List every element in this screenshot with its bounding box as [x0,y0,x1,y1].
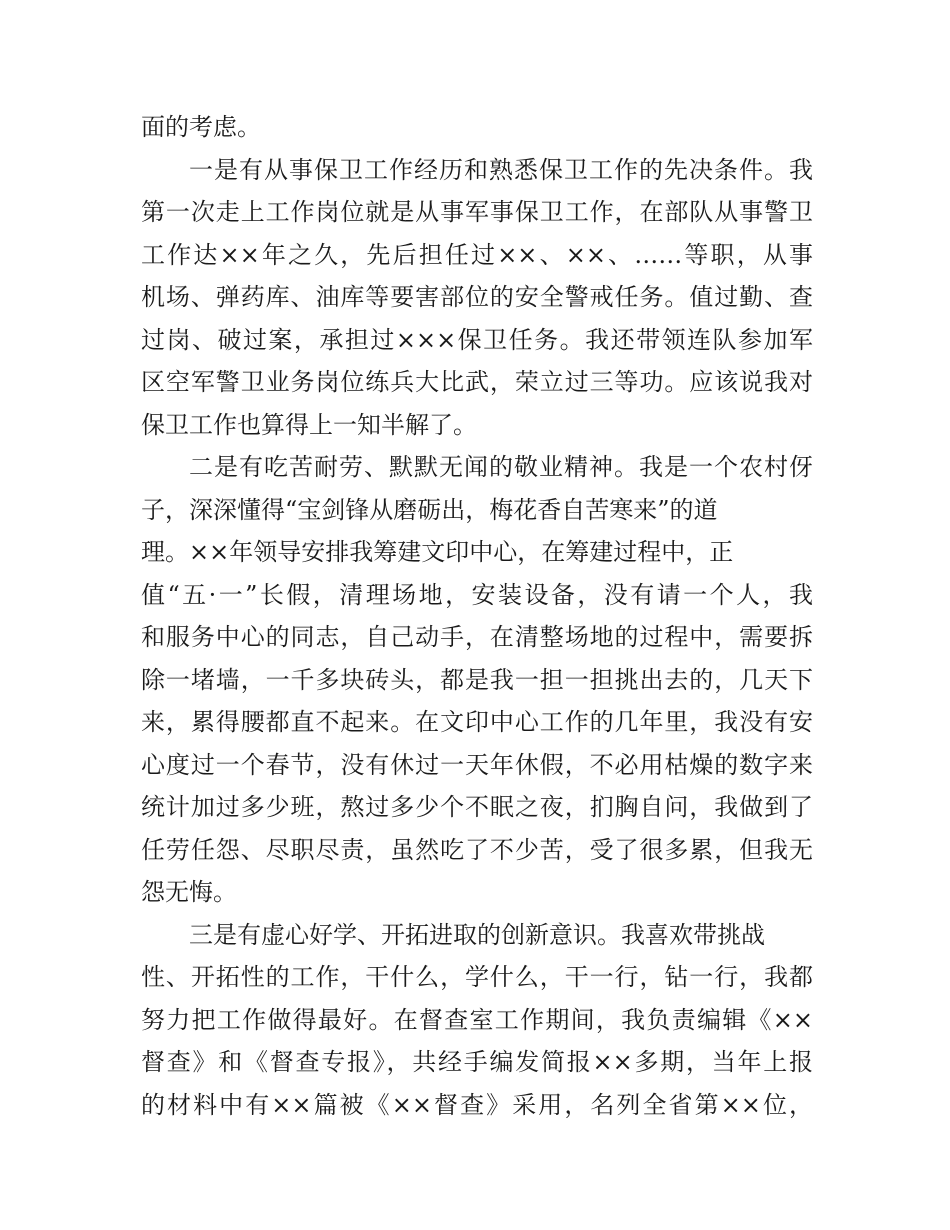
text-line: 子，深深懂得“宝剑锋从磨砺出，梅花香自苦寒来”的道 [141,495,718,524]
text-line: 保卫工作也算得上一知半解了。 [141,410,477,439]
continuation-text [141,106,813,149]
text-line: 来，累得腰都直不起来。在文印中心工作的几年里，我没有安 [141,708,813,736]
paragraph-1 [141,149,813,447]
text-line: 怨无悔。 [141,878,237,906]
text-line: 值“五·一”长假，清理场地，安装设备，没有请一个人，我 [141,580,813,609]
text-line: 的材料中有××篇被《××督查》采用，名列全省第××位， [141,1090,813,1119]
text-line: 一是有从事保卫工作经历和熟悉保卫工作的先决条件。我 [189,155,813,184]
text-line: 面的考虑。 [141,113,261,141]
text-line: 机场、弹药库、油库等要害部位的安全警戒任务。值过勤、查 [141,283,813,311]
paragraph-2 [141,446,813,914]
text-line: 性、开拓性的工作，干什么，学什么，干一行，钻一行，我都 [141,963,813,991]
text-line: 统计加过多少班，熬过多少个不眠之夜，扪胸自问，我做到了 [141,793,813,821]
text-line: 工作达××年之久，先后担任过××、××、……等职，从事 [141,240,813,269]
text-line: 努力把工作做得最好。在督查室工作期间，我负责编辑《×× [141,1005,813,1034]
text-line: 过岗、破过案，承担过×××保卫任务。我还带领连队参加军 [141,325,813,354]
text-line: 理。××年领导安排我筹建文印中心，在筹建过程中，正 [141,538,734,566]
text-line: 心度过一个春节，没有休过一天年休假，不必用枯燥的数字来 [141,750,813,779]
text-line: 除一堵墙，一千多块砖头，都是我一担一担挑出去的，几天下 [141,665,813,694]
text-line: 任劳任怨、尽职尽责，虽然吃了不少苦，受了很多累，但我无 [141,835,813,864]
text-line: 二是有吃苦耐劳、默默无闻的敬业精神。我是一个农村伢 [189,453,813,481]
text-line: 督查》和《督查专报》，共经手编发简报××多期，当年上报 [141,1048,813,1076]
text-line: 三是有虚心好学、开拓进取的创新意识。我喜欢带挑战 [189,920,765,949]
text-line: 第一次走上工作岗位就是从事军事保卫工作，在部队从事警卫 [141,198,813,226]
text-line: 和服务中心的同志，自己动手，在清整场地的过程中，需要拆 [141,623,813,651]
text-line: 区空军警卫业务岗位练兵大比武，荣立过三等功。应该说我对 [141,368,813,396]
paragraph-3 [141,914,813,1127]
